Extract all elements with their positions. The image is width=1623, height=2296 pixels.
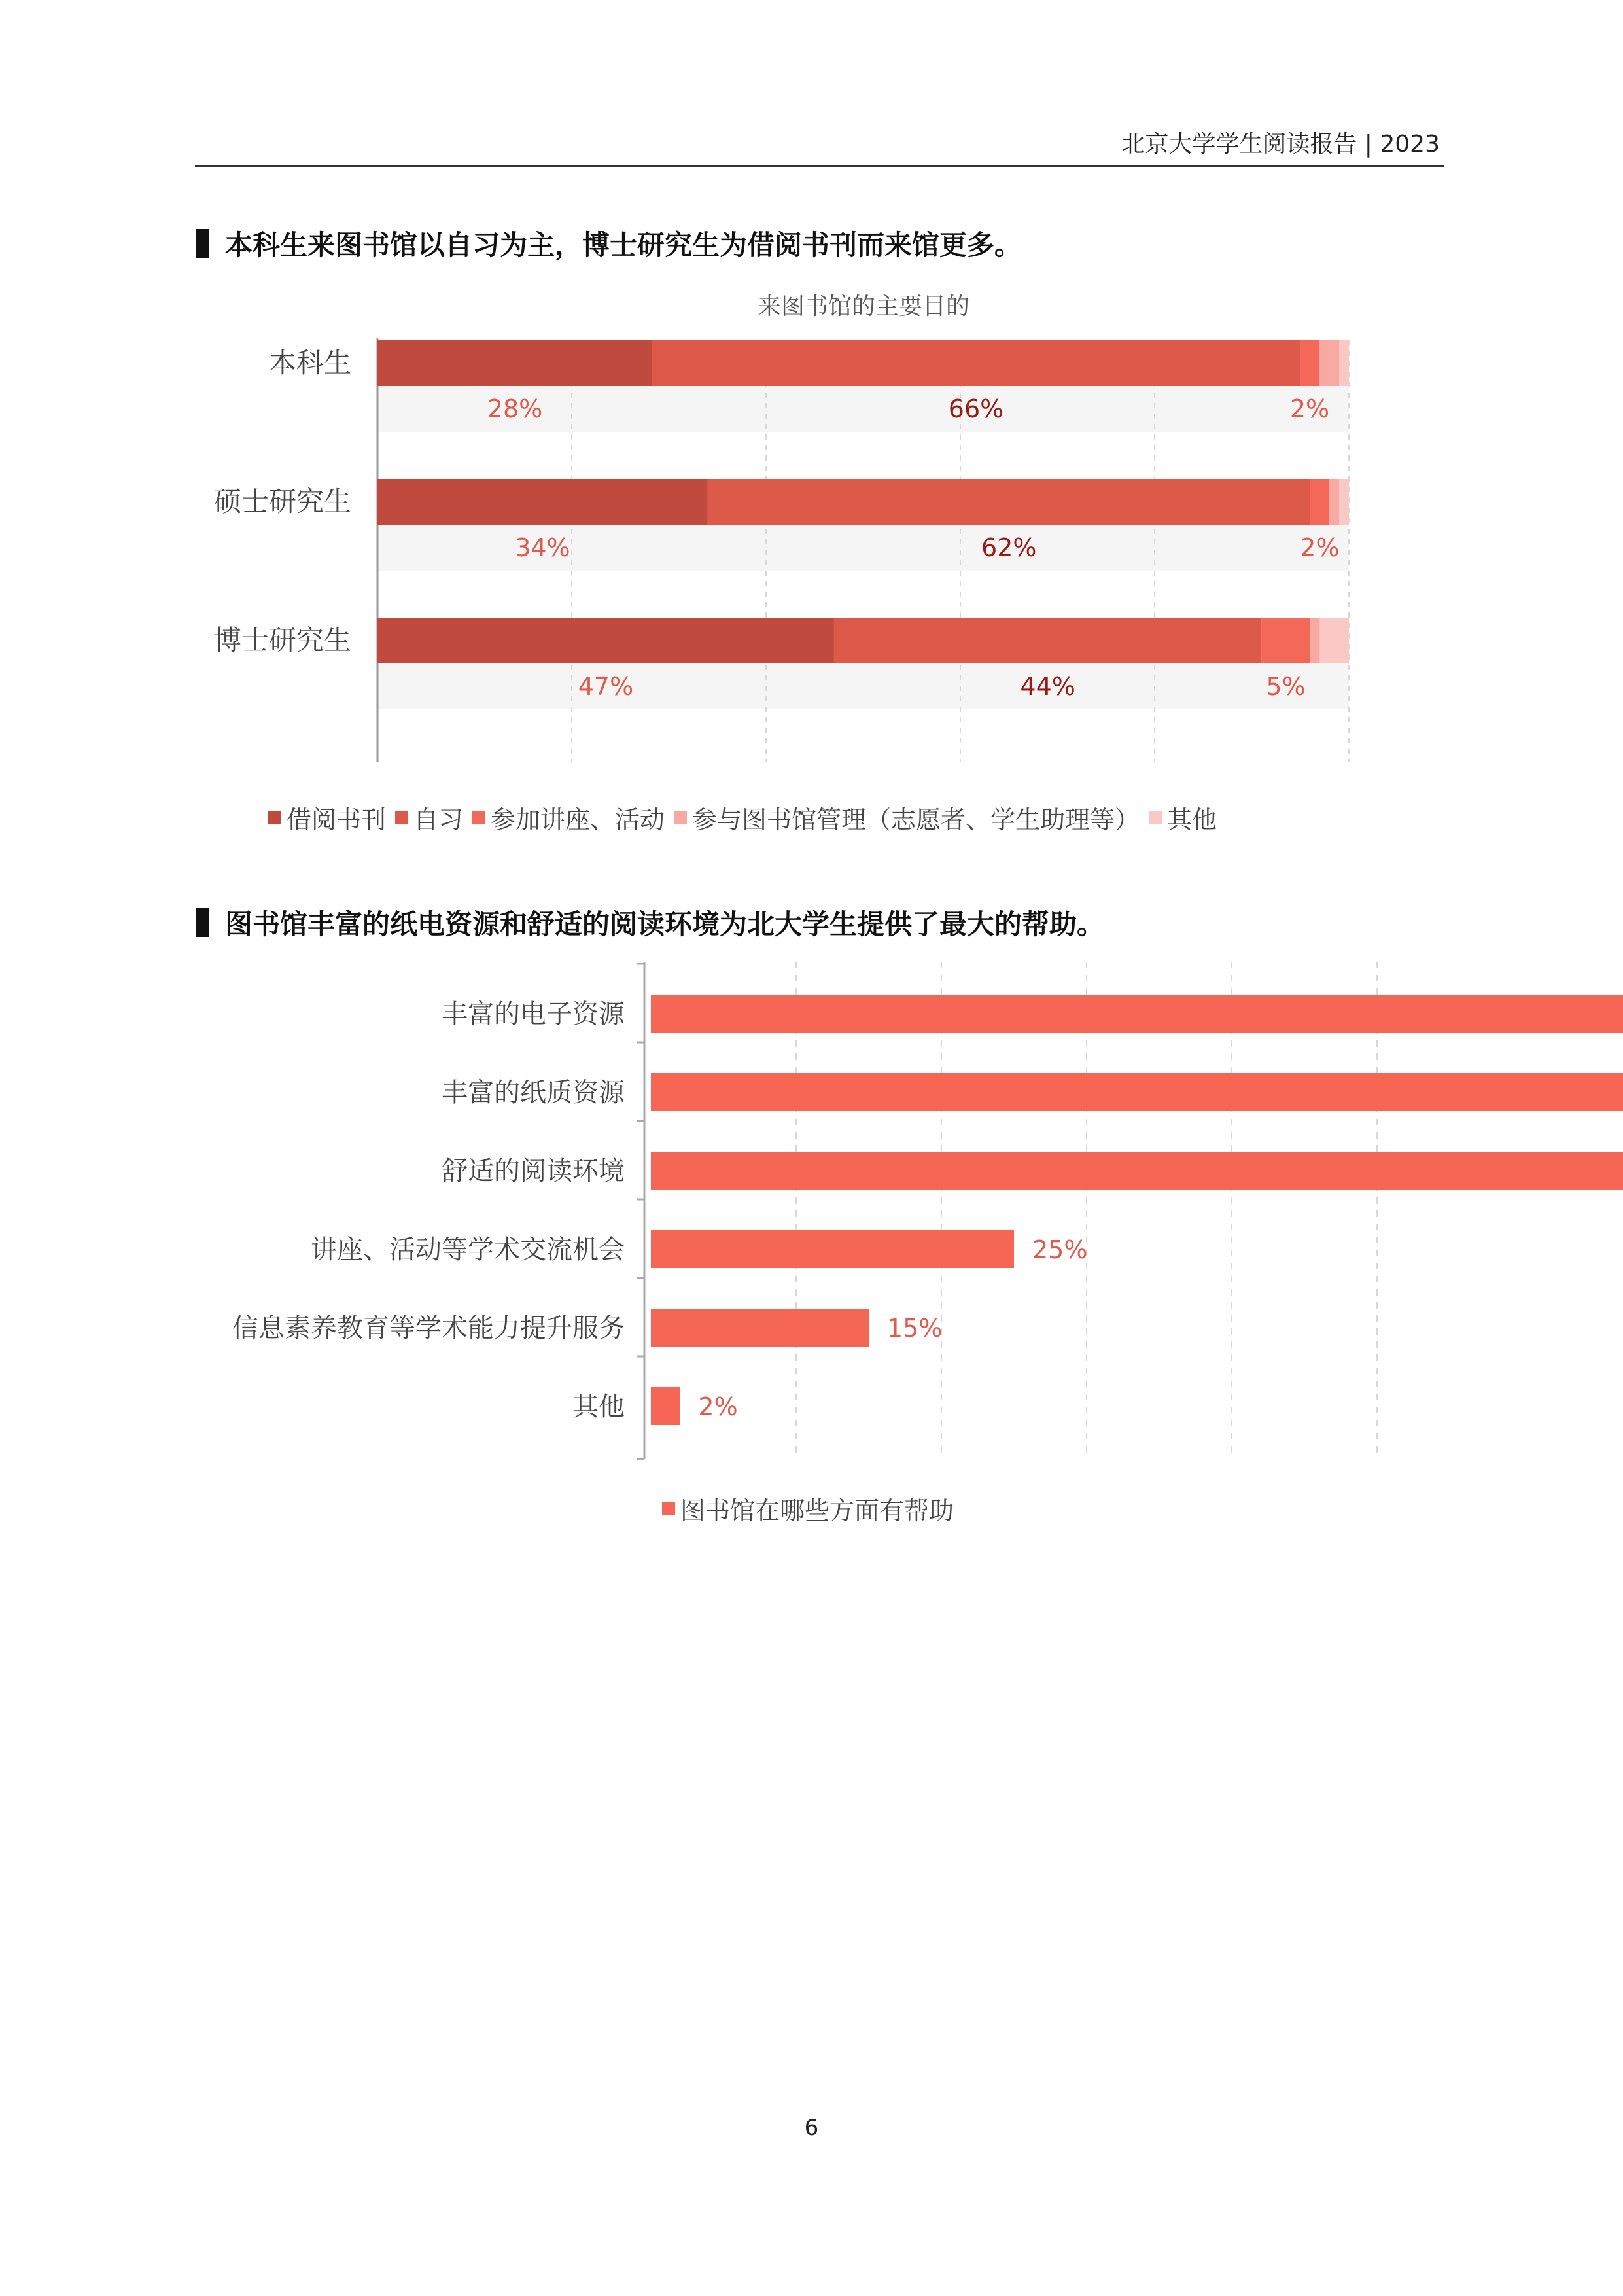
bar-segment (1300, 340, 1319, 386)
data-label: 25% (1032, 1235, 1088, 1264)
row-band (377, 663, 1349, 709)
legend-item (1149, 800, 1217, 836)
legend-swatch (662, 1502, 675, 1515)
legend-swatch (472, 811, 485, 824)
legend-swatch (674, 811, 687, 824)
page-number: 6 (804, 2115, 819, 2141)
legend-swatch (395, 811, 408, 824)
bar (651, 995, 1623, 1033)
section1-heading (196, 224, 1022, 263)
data-label: 47% (578, 672, 634, 701)
data-label: 34% (515, 533, 570, 562)
legend-item (395, 800, 463, 836)
category-label: 讲座、活动等学术交流机会 (311, 1235, 625, 1265)
legend-label: 参加讲座、活动 (491, 805, 665, 834)
help-chart-legend (662, 1491, 963, 1527)
data-label: 5% (1266, 672, 1306, 701)
legend-swatch (1149, 811, 1162, 824)
bar-segment (377, 618, 834, 663)
bar-segment (834, 618, 1261, 663)
bar (651, 1309, 869, 1347)
data-label: 2% (1300, 533, 1340, 562)
legend-label: 借阅书刊 (287, 805, 387, 834)
bar (651, 1152, 1623, 1190)
bar-segment (1261, 618, 1310, 663)
section2-heading-text: 图书馆丰富的纸电资源和舒适的阅读环境为北大学生提供了最大的帮助。 (225, 908, 1105, 940)
bar-segment (377, 479, 708, 525)
bar-segment (1319, 340, 1339, 386)
data-label: 15% (887, 1314, 943, 1343)
category-label: 舒适的阅读环境 (442, 1156, 625, 1186)
category-label: 其他 (572, 1392, 625, 1422)
data-label: 66% (948, 395, 1004, 423)
heading-marker (196, 908, 209, 937)
section2-heading (196, 903, 1104, 942)
data-label: 28% (487, 395, 543, 423)
data-label: 62% (981, 533, 1037, 562)
heading-marker (196, 229, 209, 258)
category-label: 博士研究生 (213, 624, 351, 656)
report-title: 北京大学学生阅读报告 | 2023 (1121, 131, 1440, 158)
bar-segment (1310, 479, 1330, 525)
legend-item (662, 1491, 954, 1527)
legend-swatch (268, 811, 281, 824)
bar (651, 1387, 680, 1425)
section1-heading-text: 本科生来图书馆以自习为主，博士研究生为借阅书刊而来馆更多。 (225, 229, 1022, 261)
bar-segment (377, 340, 652, 386)
legend-item (674, 800, 1140, 836)
bar-segment (1339, 479, 1349, 525)
category-label: 丰富的电子资源 (442, 999, 625, 1029)
legend-label: 其他 (1167, 805, 1217, 834)
bar-segment (652, 340, 1300, 386)
data-label: 2% (1289, 395, 1330, 423)
data-label: 2% (698, 1392, 738, 1421)
category-label: 丰富的纸质资源 (442, 1078, 625, 1108)
data-label: 44% (1020, 672, 1075, 701)
legend-label: 参与图书馆管理（志愿者、学生助理等） (692, 805, 1140, 834)
legend-label: 自习 (413, 805, 464, 834)
help-chart (0, 962, 1623, 1466)
category-label: 本科生 (268, 347, 351, 379)
bar (651, 1073, 1623, 1111)
chart-title: 来图书馆的主要目的 (757, 293, 970, 320)
bar-segment (1310, 618, 1320, 663)
header-divider (195, 165, 1444, 167)
category-label: 硕士研究生 (213, 486, 351, 518)
purpose-chart (0, 288, 1623, 785)
category-label: 信息素养教育等学术能力提升服务 (232, 1313, 625, 1343)
bar (651, 1230, 1014, 1268)
legend-label: 图书馆在哪些方面有帮助 (680, 1496, 954, 1525)
bar-segment (1339, 340, 1349, 386)
bar-segment (708, 479, 1310, 525)
legend-item (268, 800, 386, 836)
legend-item (472, 800, 665, 836)
bar-segment (1329, 479, 1339, 525)
purpose-chart-legend (268, 800, 1226, 836)
bar-segment (1319, 618, 1349, 663)
